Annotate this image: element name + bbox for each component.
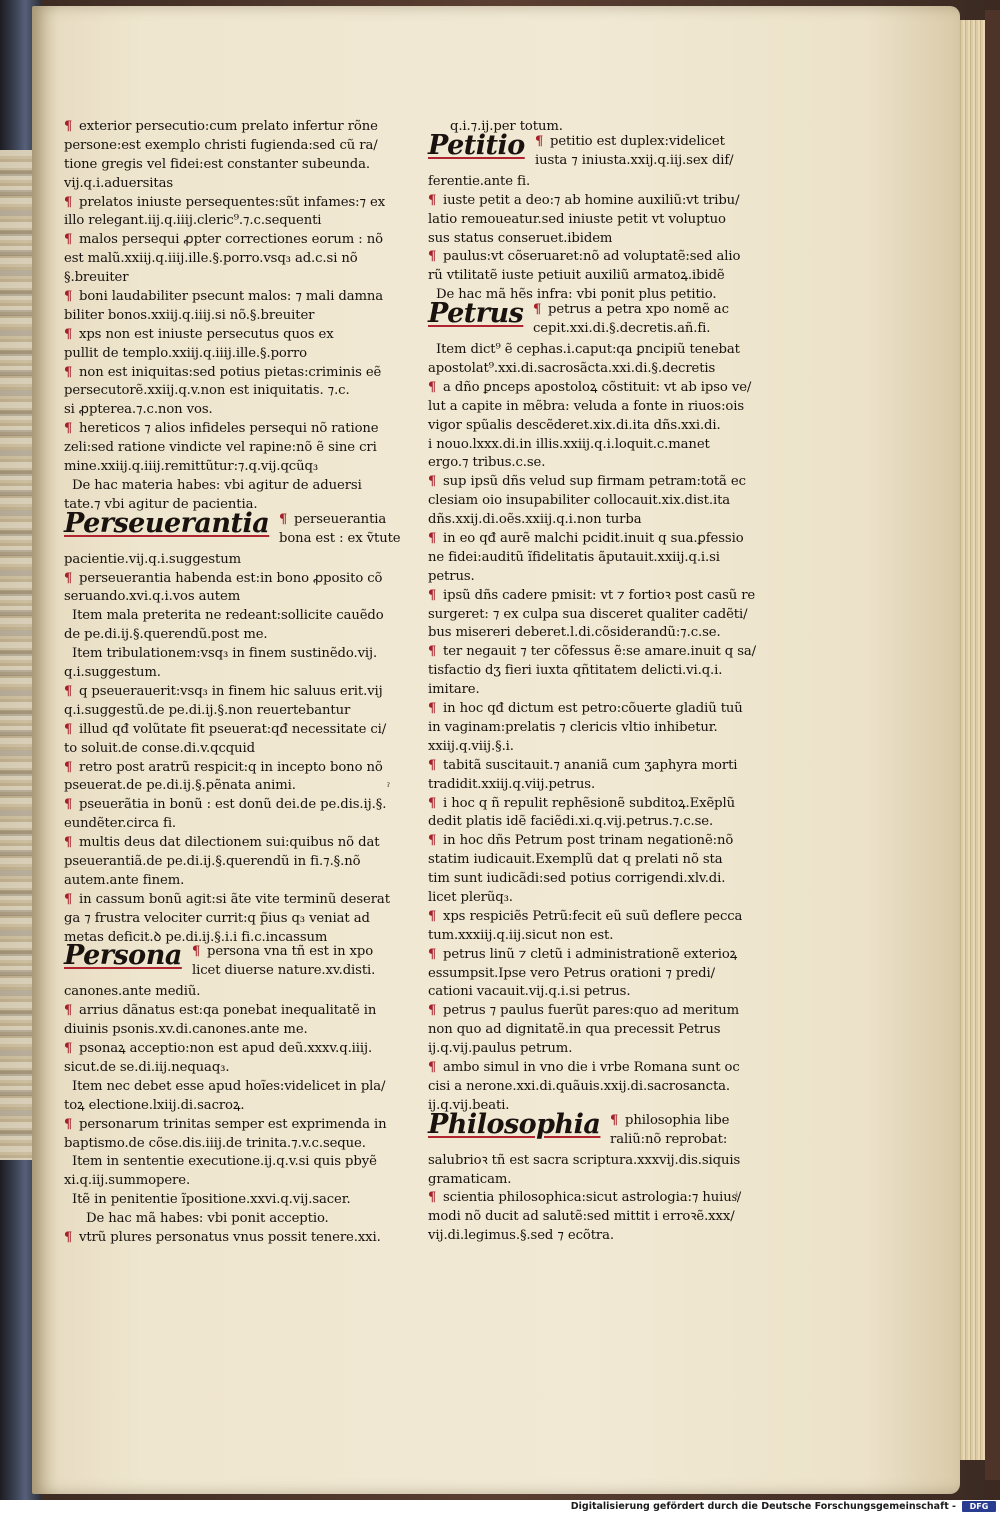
gloss-line: philosophia libe (625, 1112, 730, 1128)
text-line (428, 360, 784, 379)
entry-heading (428, 1108, 784, 1152)
text-line (64, 156, 420, 175)
text-line (64, 401, 420, 420)
line-text: De hac mã hẽs infra: vbi ponit plus petitio. (436, 287, 717, 303)
gloss-line: persona vna tñ est in xpo (207, 944, 374, 960)
text-line (64, 477, 420, 496)
line-text: pseuerantiã.de pe.di.ij.§.querendũ in fi.⁊.§.nõ (64, 853, 361, 869)
paragraph-mark-icon: ¶ (64, 797, 73, 813)
text-line (64, 777, 420, 796)
line-text: modi nõ ducit ad salutẽ:sed mittit i erroꝛẽ.xxx/ (428, 1209, 735, 1225)
paragraph-mark-icon: ¶ (64, 232, 73, 248)
line-text: q.i.⁊.ij.per totum. (450, 119, 563, 134)
text-line (64, 194, 420, 213)
line-text: pseuerat.de pe.di.ij.§.pẽnata animi. (64, 778, 296, 794)
line-text: Item mala preterita ne redeant:sollicite cauẽdo (72, 608, 384, 624)
line-text: Item tribulationem:vsq₃ in finem sustinẽdo.vij. (72, 646, 378, 662)
right-text-column (428, 118, 784, 1246)
text-line (428, 965, 784, 984)
line-text: in hoc qđ dictum est petro:cõuerte gladiũ tuũ (443, 701, 743, 717)
text-line (428, 530, 784, 549)
text-line (428, 379, 784, 398)
text-line (64, 721, 420, 740)
paragraph-mark-icon: ¶ (64, 570, 73, 586)
gloss-line: licet diuerse nature.xv.disti. (192, 963, 376, 979)
line-text: arrius dãnatus est:qa ponebat inequalitatẽ in (79, 1003, 377, 1019)
line-text: Item nec debet esse apud hoĩes:videlicet in pla/ (72, 1078, 386, 1094)
heading-word: Petrus (428, 298, 524, 330)
line-text: diuinis psonis.xv.di.canones.ante me. (64, 1022, 308, 1038)
gloss-line: cepit.xxi.di.§.decretis.añ.fi. (533, 321, 711, 337)
text-line (428, 624, 784, 643)
text-line (64, 570, 420, 589)
line-text: metas deficit.ꝺ pe.di.ij.§.i.i fi.c.incassum (64, 929, 328, 945)
paragraph-mark-icon: ¶ (64, 194, 73, 210)
line-text: vij.di.legimus.§.sed ⁊ ecõtra. (428, 1228, 614, 1244)
paragraph-mark-icon: ¶ (428, 833, 437, 849)
line-text: prelatos iniuste persequentes:sũt infames:⁊ ex (79, 194, 386, 210)
paragraph-mark-icon: ¶ (279, 511, 288, 527)
line-text: petrus linũ ⁊ cletũ i administrationẽ exterioꝝ (443, 946, 738, 962)
paragraph-mark-icon: ¶ (428, 908, 437, 924)
text-line (428, 1078, 784, 1097)
line-text: autem.ante finem. (64, 872, 185, 888)
line-text: vij.q.i.aduersitas (64, 175, 174, 191)
text-line (428, 549, 784, 568)
text-line (428, 832, 784, 851)
text-line (64, 458, 420, 477)
line-text: i nouo.lxxx.di.in illis.xxiij.q.i.loquit.c.manet (428, 436, 710, 452)
text-line (428, 700, 784, 719)
paragraph-mark-icon: ¶ (428, 379, 437, 395)
paragraph-mark-icon: ¶ (428, 701, 437, 717)
text-line (64, 1078, 420, 1097)
text-line (64, 1116, 420, 1135)
text-line (428, 1208, 784, 1227)
paragraph-mark-icon: ¶ (64, 759, 73, 775)
line-text: ferentie.ante fi. (428, 173, 531, 189)
heading-gloss (535, 133, 734, 171)
text-line (428, 662, 784, 681)
text-line (64, 1229, 420, 1248)
text-line (64, 551, 420, 570)
text-line (428, 643, 784, 662)
text-line (64, 1097, 420, 1116)
paragraph-mark-icon: ¶ (428, 795, 437, 811)
line-text: dñs.xxij.di.oẽs.xxiij.q.i.non turba (428, 512, 642, 528)
paragraph-mark-icon: ¶ (64, 326, 73, 342)
text-line (428, 757, 784, 776)
text-line (64, 607, 420, 626)
line-text: surgeret: ⁊ ex culpa sua disceret qualiter cadẽti/ (428, 606, 748, 622)
paragraph-mark-icon: ¶ (64, 1116, 73, 1132)
text-line (64, 834, 420, 853)
paragraph-mark-icon: ¶ (64, 421, 73, 437)
text-line (64, 345, 420, 364)
paragraph-mark-icon: ¶ (428, 249, 437, 265)
text-line (428, 436, 784, 455)
text-line (428, 587, 784, 606)
paragraph-mark-icon: ¶ (428, 474, 437, 490)
line-text: lut a capite in mẽbra: veluda a fonte in riuos:ois (428, 398, 745, 414)
text-line (64, 759, 420, 778)
line-text: Itẽ in penitentie ĩpositione.xxvi.q.vij.sacer. (72, 1192, 351, 1208)
left-text-column (64, 118, 420, 1248)
heading-gloss (279, 511, 401, 549)
dfg-logo: DFG (962, 1501, 996, 1512)
text-line (64, 796, 420, 815)
line-text: scientia philosophica:sicut astrologia:⁊ huiusͥ/ (443, 1190, 742, 1206)
text-line (64, 1059, 420, 1078)
text-line (428, 681, 784, 700)
digitization-footer (0, 1500, 1000, 1514)
heading-gloss (192, 943, 375, 981)
line-text: statim iudicauit.Exemplũ dat q prelati nõ sta (428, 852, 723, 868)
line-text: xi.q.iij.summopere. (64, 1173, 191, 1189)
heading-word: Persona (64, 940, 182, 972)
text-line (428, 454, 784, 473)
paragraph-mark-icon: ¶ (64, 891, 73, 907)
line-text: tate.⁊ vbi agitur de pacientia. (64, 496, 258, 512)
text-line (428, 473, 784, 492)
line-text: tisfactio dʒ fieri iuxta qñtitatem delicti.vi.q.i. (428, 663, 723, 679)
line-text: Item dict⁹ ẽ cephas.i.caput:qa ꝑncipiũ tenebat (436, 342, 740, 358)
line-text: toꝝ electione.lxiij.di.sacroꝝ. (64, 1097, 245, 1113)
line-text: multis deus dat dilectionem sui:quibus nõ dat (79, 835, 380, 851)
line-text: imitare. (428, 682, 480, 698)
text-line (64, 1210, 420, 1229)
text-line (428, 211, 784, 230)
text-line (64, 118, 420, 137)
line-text: in cassum bonũ agit:si ãte vite terminũ deserat (79, 891, 390, 907)
text-line (64, 588, 420, 607)
text-line (428, 1059, 784, 1078)
line-text: pacientie.vij.q.i.suggestum (64, 551, 242, 567)
line-text: pseuerãtia in bonũ : est donũ dei.de pe.dis.ij.§. (79, 797, 387, 813)
line-text: sup ipsũ dñs velud sup firmam petram:totã ec (443, 474, 746, 490)
line-text: licet plerũq₃. (428, 889, 513, 905)
line-text: sus status conseruet.ibidem (428, 230, 613, 246)
paragraph-mark-icon: ¶ (428, 757, 437, 773)
text-line (64, 740, 420, 759)
line-text: ne fidei:auditũ ĩfidelitatis ãputauit.xxiij.q.i.si (428, 549, 720, 565)
paragraph-mark-icon: ¶ (64, 835, 73, 851)
line-text: eundẽter.circa fi. (64, 816, 177, 832)
heading-gloss (533, 301, 729, 339)
text-line (64, 683, 420, 702)
text-line (64, 1002, 420, 1021)
line-text: De hac mã habes: vbi ponit acceptio. (86, 1211, 329, 1227)
line-text: hereticos ⁊ alios infideles persequi nõ ratione (79, 421, 379, 437)
text-line (64, 326, 420, 345)
gloss-line: perseuerantia (294, 511, 387, 527)
text-line (64, 815, 420, 834)
paragraph-mark-icon: ¶ (64, 1041, 73, 1057)
text-line (428, 248, 784, 267)
heading-word: Philosophia (428, 1108, 601, 1140)
line-text: psonaꝝ acceptio:non est apud deũ.xxxv.q.iiij. (79, 1041, 373, 1057)
text-line (428, 492, 784, 511)
line-text: dedit platis idẽ faciẽdi.xi.q.vij.petrus.⁊.c.se. (428, 814, 714, 830)
line-text: de pe.di.ij.§.querendũ.post me. (64, 627, 268, 643)
line-text: ambo simul in vno die i vrbe Romana sunt oc (443, 1059, 740, 1075)
line-text: persone:est exemplo christi fugienda:sed cũ ra/ (64, 137, 378, 153)
text-line (64, 364, 420, 383)
line-text: est malũ.xxiij.q.iiij.ille.§.porro.vsq₃ ad.c.si nõ (64, 251, 358, 267)
heading-gloss (610, 1112, 729, 1150)
line-text: mine.xxiij.q.iiij.remittũtur:⁊.q.vij.qcũq₃ (64, 459, 319, 475)
text-line (64, 212, 420, 231)
text-line (428, 417, 784, 436)
text-line (428, 606, 784, 625)
text-line (428, 1021, 784, 1040)
line-text: malos persequi ꝓpter correctiones eorum : nõ (79, 232, 383, 248)
line-text: tradidit.xxiij.q.viij.petrus. (428, 776, 596, 792)
line-text: ter negauit ⁊ ter cõfessus ẽ:se amare.inuit q sa/ (443, 644, 757, 660)
paragraph-mark-icon: ¶ (64, 683, 73, 699)
paragraph-mark-icon: ¶ (610, 1112, 619, 1128)
line-text: to soluit.de conse.di.v.qcquid (64, 740, 255, 756)
text-line (64, 439, 420, 458)
line-text: zeli:sed ratione vindicte vel rapine:nõ ẽ sine cri (64, 440, 377, 456)
text-line (64, 853, 420, 872)
text-line (428, 341, 784, 360)
line-text: bus misereri deberet.l.di.cõsiderandũ:⁊.c.se. (428, 625, 721, 641)
entry-heading (428, 298, 784, 341)
line-text: petrus. (428, 568, 475, 584)
gloss-line: petrus a petra xpo nomẽ ac (548, 302, 729, 318)
text-line (428, 1189, 784, 1208)
text-line (64, 1021, 420, 1040)
text-line (64, 1153, 420, 1172)
line-text: ipsũ dñs cadere pmisit: vt ⁊ fortioꝛ post casũ re (443, 587, 756, 603)
gloss-line: bona est : ex ṽtute (279, 530, 401, 546)
paragraph-mark-icon: ¶ (428, 1059, 437, 1075)
line-text: non quo ad dignitatẽ.in qua precessit Petrus (428, 1022, 721, 1038)
text-line (64, 250, 420, 269)
text-line (428, 813, 784, 832)
line-text: sicut.de se.di.iij.nequaq₃. (64, 1059, 230, 1075)
paragraph-mark-icon: ¶ (192, 944, 201, 960)
paragraph-mark-icon: ¶ (428, 946, 437, 962)
line-text: q pseuerauerit:vsq₃ in finem hic saluus erit.vij (79, 683, 383, 699)
paragraph-mark-icon: ¶ (64, 119, 73, 134)
text-line (64, 1172, 420, 1191)
line-text: latio remoueatur.sed iniuste petit vt voluptuo (428, 211, 726, 227)
line-text: perseuerantia habenda est:in bono ꝓposito cõ (79, 570, 383, 586)
paragraph-mark-icon: ¶ (428, 587, 437, 603)
footer-credit-text: Digitalisierung gefördert durch die Deutsche Forschungsgemeinschaft - (570, 1501, 956, 1512)
line-text: si ꝓpterea.⁊.c.non vos. (64, 402, 213, 418)
text-line (428, 230, 784, 249)
text-line (428, 776, 784, 795)
text-line (64, 137, 420, 156)
paragraph-mark-icon: ¶ (535, 133, 544, 149)
paragraph-mark-icon: ¶ (64, 364, 73, 380)
line-text: §.breuiter (64, 270, 129, 286)
paragraph-mark-icon: ¶ (64, 1003, 73, 1019)
line-text: exterior persecutio:cum prelato infertur rõne (79, 119, 378, 134)
line-text: xps respiciẽs Petrũ:fecit eũ suũ deflere pecca (443, 908, 743, 924)
line-text: ij.q.vij.beati. (428, 1097, 510, 1113)
text-line (428, 908, 784, 927)
line-text: i hoc q ñ repulit rephẽsionẽ subditoꝝ.Exẽplũ (443, 795, 736, 811)
paragraph-mark-icon: ¶ (428, 531, 437, 547)
line-text: petrus ⁊ paulus fuerũt pares:quo ad meritum (443, 1003, 739, 1019)
paragraph-mark-icon: ¶ (428, 1190, 437, 1206)
cover-edge (985, 10, 1000, 1480)
text-line (64, 645, 420, 664)
line-text: iuste petit a deo:⁊ ab homine auxiliũ:vt tribu/ (443, 192, 740, 208)
gloss-line: petitio est duplex:videlicet (550, 133, 725, 149)
line-text: boni laudabiliter psecunt malos: ⁊ mali damna (79, 289, 384, 305)
text-line (428, 1152, 784, 1171)
line-text: Item in sententie executione.ij.q.v.si quis pbyẽ (72, 1154, 377, 1170)
line-text: tim sunt iudicãdi:sed potius corrigendi.xlv.di. (428, 871, 726, 887)
paragraph-mark-icon: ¶ (64, 289, 73, 305)
line-text: cationi vacauit.vij.q.i.si petrus. (428, 984, 631, 1000)
text-line (428, 795, 784, 814)
text-line (64, 269, 420, 288)
line-text: vtrũ plures personatus vnus possit tenere.xxi. (79, 1229, 381, 1245)
heading-word: Perseuerantia (64, 507, 270, 539)
text-line (64, 231, 420, 250)
text-line (64, 891, 420, 910)
line-text: essumpsit.Ipse vero Petrus orationi ⁊ predi/ (428, 965, 715, 981)
text-line (428, 719, 784, 738)
line-text: salubrioꝛ tñ est sacra scriptura.xxxvij.dis.siquis (428, 1152, 741, 1168)
text-line (64, 702, 420, 721)
heading-word: Petitio (428, 129, 525, 161)
text-line (64, 872, 420, 891)
text-line (64, 307, 420, 326)
line-text: retro post aratrũ respicit:q in incepto bono nõ (79, 759, 383, 775)
line-text: in hoc dñs Petrum post trinam negationẽ:nõ (443, 833, 734, 849)
text-line (428, 511, 784, 530)
pen-mark: ˀ (387, 781, 391, 794)
line-text: pullit de templo.xxiij.q.iiij.ille.§.porro (64, 345, 308, 361)
text-line (428, 946, 784, 965)
line-text: clesiam oio insupabiliter collocauit.xix.dist.ita (428, 493, 731, 509)
text-line (64, 1191, 420, 1210)
line-text: xxiij.q.viij.§.i. (428, 738, 514, 754)
text-line (64, 175, 420, 194)
text-line (64, 626, 420, 645)
text-line (64, 1135, 420, 1154)
text-line (428, 398, 784, 417)
text-line (428, 173, 784, 192)
text-line (428, 568, 784, 587)
text-line (64, 983, 420, 1002)
entry-heading (428, 129, 784, 173)
line-text: De hac materia habes: vbi agitur de aduersi (72, 477, 362, 493)
line-text: canones.ante mediũ. (64, 984, 201, 1000)
line-text: baptismo.de cõse.dis.iiij.de trinita.⁊.v.c.seque. (64, 1135, 366, 1151)
line-text: apostolat⁹.xxi.di.sacrosãcta.xxi.di.§.decretis (428, 361, 716, 377)
paragraph-mark-icon: ¶ (428, 644, 437, 660)
line-text: tum.xxxiij.q.iij.sicut non est. (428, 927, 614, 943)
line-text: biliter bonos.xxiij.q.iiij.si nõ.§.breuiter (64, 307, 315, 323)
line-text: tione gregis vel fidei:est constanter subeunda. (64, 156, 370, 172)
line-text: ergo.⁊ tribus.c.se. (428, 455, 546, 471)
text-line (428, 1040, 784, 1059)
text-line (428, 1002, 784, 1021)
text-line (428, 983, 784, 1002)
line-text: gramaticam. (428, 1171, 512, 1187)
line-text: ga ⁊ frustra velociter currit:q p̃ius q₃ veniat ad (64, 910, 370, 926)
line-text: in eo qđ aurẽ malchi pcidit.inuit q sua.ꝑfessio (443, 531, 744, 547)
text-line (64, 288, 420, 307)
paragraph-mark-icon: ¶ (64, 1229, 73, 1245)
entry-heading (64, 507, 420, 551)
line-text: in vaginam:prelatis ⁊ clericis vltio inhibetur. (428, 719, 718, 735)
line-text: non est iniquitas:sed potius pietas:criminis eẽ (79, 364, 382, 380)
text-line (428, 889, 784, 908)
text-line (64, 1040, 420, 1059)
line-text: rũ vtilitatẽ iuste petiuit auxiliũ armatoꝝ.ibidẽ (428, 268, 725, 284)
line-text: cisi a nerone.xxi.di.quãuis.xxij.di.sacrosancta. (428, 1078, 731, 1094)
line-text: personarum trinitas semper est exprimenda in (79, 1116, 387, 1132)
line-text: q.i.suggestũ.de pe.di.ij.§.non reuertebantur (64, 702, 351, 718)
line-text: persecutorẽ.xxiij.q.v.non est iniquitatis. ⁊.c. (64, 383, 350, 399)
text-line (64, 910, 420, 929)
line-text: tabitã suscitauit.⁊ ananiã cum ʒaphyra morti (443, 757, 738, 773)
entry-heading (64, 940, 420, 983)
paragraph-mark-icon: ¶ (428, 1003, 437, 1019)
text-line (64, 382, 420, 401)
paragraph-mark-icon: ¶ (533, 302, 542, 318)
line-text: a dño ꝑnceps apostoloꝝ cõstituit: vt ab ipso ve/ (443, 379, 752, 395)
gloss-line: iusta ⁊ iniusta.xxij.q.iij.sex dif/ (535, 152, 734, 168)
line-text: vigor spũalis descẽderet.xix.di.ita dñs.xxi.di. (428, 417, 721, 433)
gloss-line: raliũ:nõ reprobat: (610, 1131, 728, 1147)
paragraph-mark-icon: ¶ (428, 192, 437, 208)
line-text: q.i.suggestum. (64, 665, 161, 681)
text-line (428, 927, 784, 946)
text-line (428, 851, 784, 870)
text-line (64, 420, 420, 439)
line-text: paulus:vt cõseruaret:nõ ad voluptatẽ:sed alio (443, 249, 741, 265)
text-line (428, 738, 784, 757)
line-text: seruando.xvi.q.i.vos autem (64, 589, 241, 605)
paragraph-mark-icon: ¶ (64, 721, 73, 737)
text-line (428, 1227, 784, 1246)
line-text: ij.q.vij.paulus petrum. (428, 1041, 573, 1057)
text-line (428, 192, 784, 211)
line-text: xps non est iniuste persecutus quos ex (79, 326, 334, 342)
line-text: illo relegant.iij.q.iiij.cleric⁹.⁊.c.sequenti (64, 213, 322, 229)
text-line (428, 267, 784, 286)
line-text: illud qđ volũtate fit pseuerat:qđ necessitate ci/ (79, 721, 387, 737)
text-line (64, 664, 420, 683)
text-line (428, 1171, 784, 1190)
text-line (428, 870, 784, 889)
